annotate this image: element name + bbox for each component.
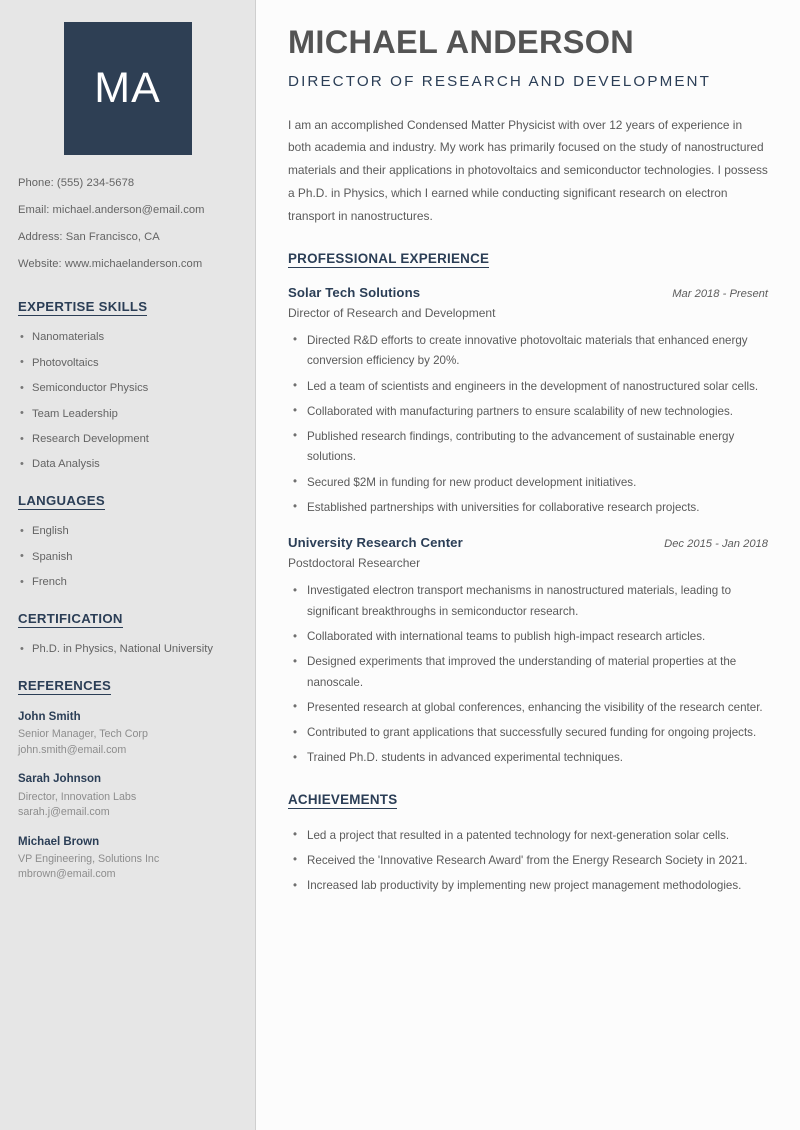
list-item: • Photovoltaics: [18, 356, 237, 372]
list-item: • Collaborated with international teams to publish high-impact research articles.: [288, 627, 768, 648]
professional-title: DIRECTOR OF RESEARCH AND DEVELOPMENT: [288, 73, 711, 91]
experience-date: Dec 2015 - Jan 2018: [664, 538, 768, 551]
languages-heading: LANGUAGES: [18, 493, 105, 509]
avatar-container: [18, 22, 237, 155]
list-item: [18, 709, 237, 758]
list-item: • Collaborated with manufacturing partners to ensure scalability of new technologies.: [288, 402, 768, 423]
list-item: • Established partnerships with universities for collaborative research projects.: [288, 498, 768, 519]
experience-entry: [288, 285, 768, 519]
reference-name: Sarah Johnson: [18, 773, 102, 786]
certification-list: [18, 642, 237, 658]
references-heading: REFERENCES: [18, 678, 112, 693]
list-item: • Presented research at global conferences, enhancing the visibility of the research center.: [288, 698, 768, 719]
list-item: • Led a project that resulted in a patented technology for next-generation solar cells.: [288, 826, 768, 847]
list-item: • Directed R&D efforts to create innovative photovoltaic materials that enhanced energy conversion efficiency by 20%.: [288, 331, 768, 372]
experience-role: Postdoctoral Researcher: [288, 556, 421, 571]
references-section: [18, 677, 237, 883]
experience-date: Mar 2018 - Present: [672, 287, 768, 300]
contact-address: Address: San Francisco, CA: [18, 231, 160, 244]
reference-name: John Smith: [18, 711, 81, 723]
list-item: • Increased lab productivity by implementing new project management methodologies.: [288, 876, 768, 897]
expertise-skills-section: [18, 298, 237, 473]
languages-section: [18, 492, 237, 591]
achievements-heading: ACHIEVEMENTS: [288, 791, 398, 807]
professional-experience-section: [288, 250, 768, 769]
experience-bullet-list: [288, 581, 768, 769]
list-item: • Secured $2M in funding for new product development initiatives.: [288, 473, 768, 494]
experience-company: Solar Tech Solutions: [288, 284, 421, 300]
page-title: MICHAEL ANDERSON: [288, 24, 635, 60]
contact-phone: Phone: (555) 234-5678: [18, 177, 135, 189]
professional-experience-heading: PROFESSIONAL EXPERIENCE: [288, 250, 490, 266]
list-item: • Ph.D. in Physics, National University: [18, 642, 237, 658]
main-content: [256, 0, 800, 1130]
list-item: • Team Leadership: [18, 407, 237, 423]
contact-email: Email: michael.anderson@email.com: [18, 204, 205, 217]
list-item: • Nanomaterials: [18, 330, 237, 346]
reference-role: Director, Innovation Labs: [18, 790, 137, 803]
certification-heading: CERTIFICATION: [18, 611, 123, 627]
experience-role: Director of Research and Development: [288, 305, 496, 320]
professional-summary: I am an accomplished Condensed Matter Physicist with over 12 years of experience in both academia and industry. My work has primarily focused on the study of nanostructured materials and their applications in photovoltaics and semiconductor technologies. I possess a Ph.D. in Physics, which I earned while conducting significant research on electron transport in nanostructures.: [288, 117, 768, 223]
list-item: • Investigated electron transport mechanisms in nanostructured materials, leading to significant breakthroughs in semiconductor research.: [288, 581, 768, 622]
achievements-section: [288, 791, 768, 897]
contact-website: Website: www.michaelanderson.com: [18, 258, 203, 271]
list-item: • Trained Ph.D. students in advanced experimental techniques.: [288, 748, 768, 769]
list-item: • Spanish: [18, 550, 237, 566]
achievements-list: [288, 826, 768, 897]
list-item: • Led a team of scientists and engineers in the development of nanostructured solar cells.: [288, 377, 768, 398]
experience-entry: [288, 535, 768, 769]
list-item: • Published research findings, contributing to the advancement of sustainable energy solutions.: [288, 427, 768, 468]
contact-info-list: [18, 176, 237, 272]
list-item: • Received the 'Innovative Research Award' from the Energy Research Society in 2021.: [288, 851, 768, 872]
list-item: • Data Analysis: [18, 457, 237, 473]
list-item: [18, 771, 237, 820]
languages-list: [18, 524, 237, 591]
list-item: [18, 834, 237, 883]
expertise-skills-list: [18, 330, 237, 473]
sidebar: [0, 0, 256, 1130]
experience-header: [288, 535, 768, 550]
reference-role: VP Engineering, Solutions Inc: [18, 852, 160, 865]
certification-section: [18, 610, 237, 658]
list-item: • Contributed to grant applications that successfully secured funding for ongoing projects.: [288, 723, 768, 744]
reference-email: sarah.j@email.com: [18, 806, 110, 819]
avatar: MA: [64, 22, 192, 155]
experience-company: University Research Center: [288, 535, 463, 551]
experience-header: [288, 285, 768, 300]
list-item: • French: [18, 575, 237, 591]
experience-bullet-list: [288, 331, 768, 519]
list-item: • English: [18, 524, 237, 540]
reference-email: mbrown@email.com: [18, 868, 116, 881]
list-item: • Semiconductor Physics: [18, 381, 237, 397]
reference-email: john.smith@email.com: [18, 743, 127, 756]
expertise-skills-heading: EXPERTISE SKILLS: [18, 299, 148, 315]
list-item: • Research Development: [18, 432, 237, 448]
list-item: • Designed experiments that improved the understanding of material properties at the nanoscale.: [288, 652, 768, 693]
reference-role: Senior Manager, Tech Corp: [18, 728, 148, 741]
reference-name: Michael Brown: [18, 835, 100, 848]
